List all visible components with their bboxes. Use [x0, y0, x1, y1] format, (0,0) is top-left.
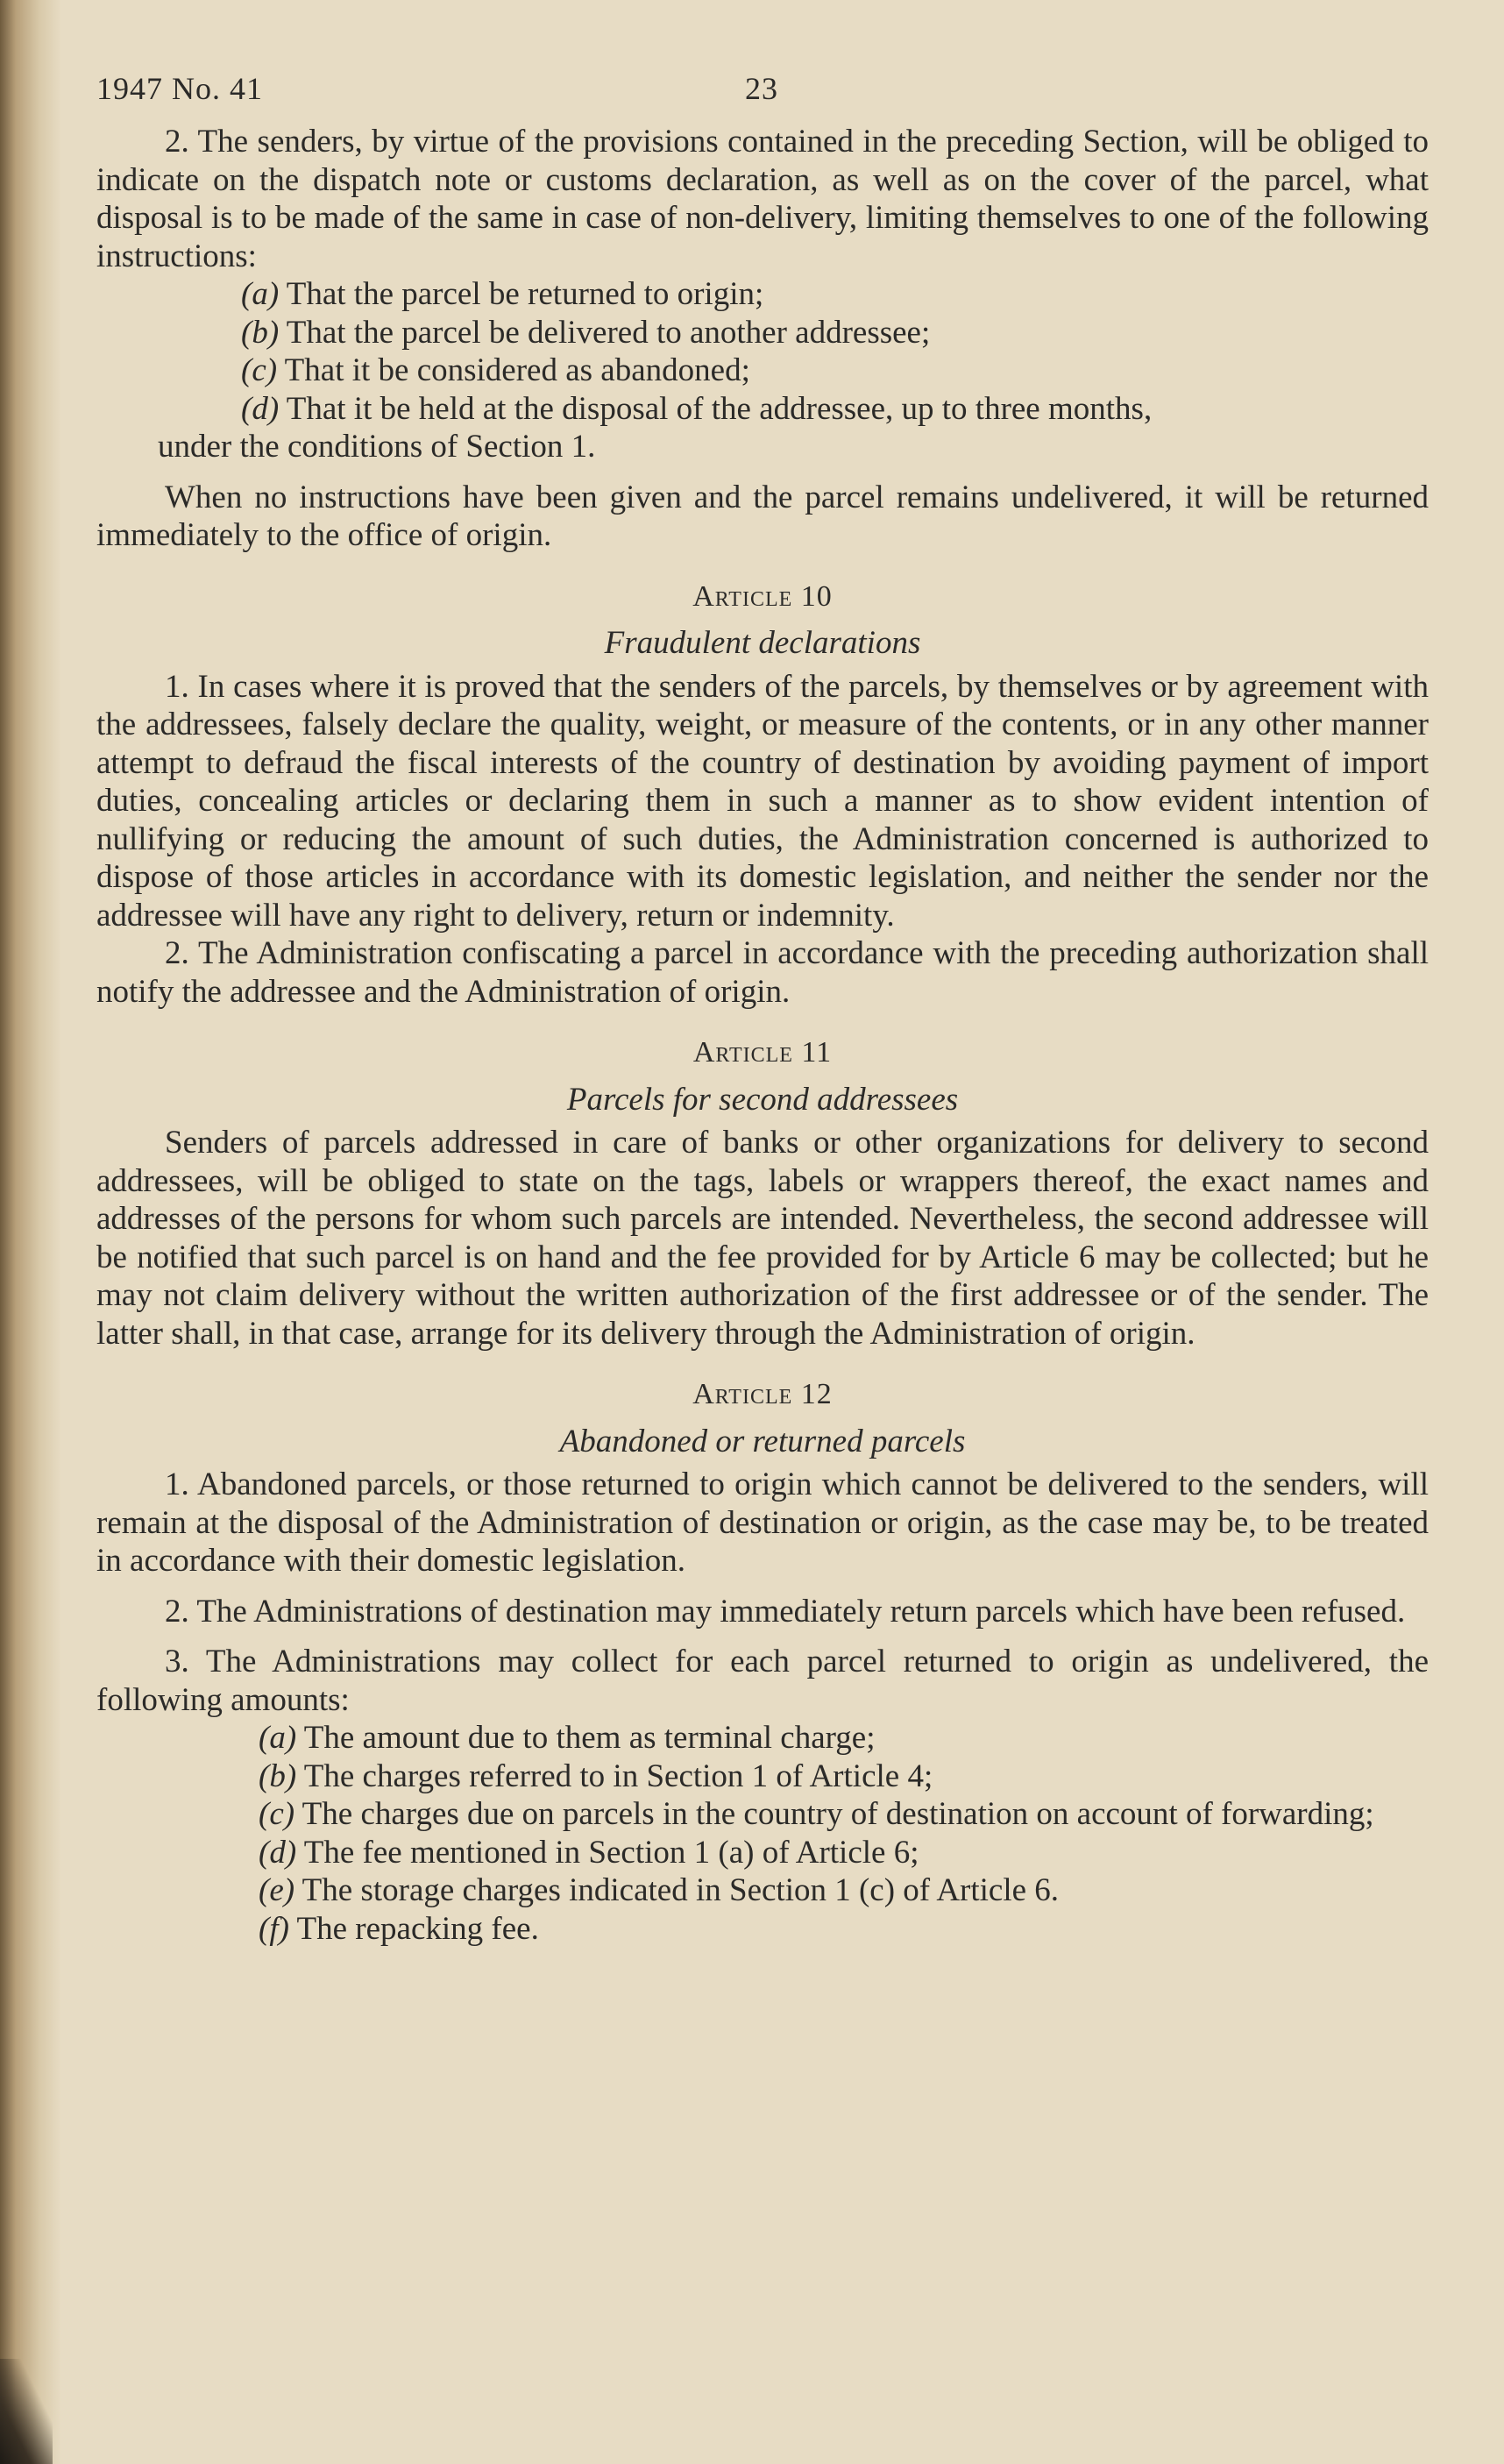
- list-item-text: The storage charges indicated in Section 1 (c) of Article 6.: [302, 1872, 1060, 1908]
- list-item-text: That the parcel be returned to origin;: [286, 276, 764, 312]
- list-item-label: (f): [259, 1910, 289, 1947]
- paragraph-section-2: 2. The senders, by virtue of the provisions contained in the preceding Section, will be obliged to indicate on the dispatch note or customs declaration, as well as on the cover of the parcel, what disposal is to be made of the same in case of non-delivery, limiting themselves to one of the following instructions:: [96, 124, 1429, 274]
- article-12-paragraph-2: 2. The Administrations of destination may immediately return parcels which have been refused.: [165, 1593, 1406, 1630]
- list-item-text: The amount due to them as terminal charge;: [303, 1720, 876, 1756]
- list-item-label: (b): [259, 1757, 297, 1794]
- list-item: [96, 314, 1429, 352]
- book-binding-edge: [0, 0, 61, 2464]
- list-item-text: That it be considered as abandoned;: [284, 352, 750, 388]
- list-item: [96, 1757, 1429, 1796]
- article-12-paragraph-3: 3. The Administrations may collect for each parcel returned to origin as undelivered, the following amounts:: [96, 1644, 1429, 1718]
- page-header: [96, 70, 1429, 123]
- list-item: [96, 1871, 1429, 1910]
- list-item-label: (a): [259, 1720, 297, 1756]
- list-item-label: (e): [259, 1872, 295, 1908]
- paragraph-no-instructions: When no instructions have been given and the parcel remains undelivered, it will be returned immediately to the office of origin.: [96, 479, 1429, 553]
- article-10-paragraph-1: 1. In cases where it is proved that the senders of the parcels, by themselves or by agreement with the addressees, falsely declare the quality, weight, or measure of the contents, or in any other manner attempt to defraud the fiscal interests of the country of destination by avoiding payment of import duties, concealing articles or declaring them in such a manner as to show evident intention of nullifying or reducing the amount of such duties, the Administration concerned is authorized to dispose of those articles in accordance with its domestic legislation, and neither the sender nor the addressee will have any right to delivery, return or indemnity.: [96, 668, 1429, 934]
- list-item: [96, 351, 1429, 390]
- list-item-text: That it be held at the disposal of the addressee, up to three months,: [286, 390, 1153, 427]
- list-item-text: The fee mentioned in Section 1 (a) of Article 6;: [303, 1834, 919, 1871]
- list-item: [96, 1795, 1429, 1834]
- article-10-paragraph-2: 2. The Administration confiscating a parcel in accordance with the preceding authorization shall notify the addressee and the Administration of origin.: [96, 935, 1429, 1010]
- list-item-label: (c): [259, 1796, 295, 1832]
- article-11-paragraph-1: Senders of parcels addressed in care of banks or other organizations for delivery to second addressees, will be obliged to state on the tags, labels or wrappers thereof, the exact names and addresses of the persons for whom such parcels are intended. Nevertheless, the second addressee will be notified that such parcel is on hand and the fee provided for by Article 6 may be collected; but he may not claim delivery without the written authorization of the first addressee or of the sender. The latter shall, in that case, arrange for its delivery through the Administration of origin.: [96, 1125, 1429, 1352]
- article-11-title: Parcels for second addressees: [566, 1081, 959, 1118]
- list-item-text: The charges referred to in Section 1 of Article 4;: [303, 1757, 933, 1794]
- list-item: [96, 1719, 1429, 1757]
- instruction-list: [96, 275, 1429, 466]
- article-10-heading: Article 10: [692, 579, 833, 613]
- list-item-label: (d): [259, 1834, 297, 1871]
- article-12-paragraph-1: 1. Abandoned parcels, or those returned to origin which cannot be delivered to the senders, will remain at the disposal of the Administration of destination or origin, as the case may be, to be treated in accordance with their domestic legislation.: [96, 1466, 1429, 1579]
- list-item-continuation: under the conditions of Section 1.: [158, 429, 596, 465]
- list-item: [96, 275, 1429, 314]
- binding-shadow: [0, 2359, 53, 2464]
- page-number: 23: [745, 71, 778, 106]
- article-12-heading: Article 12: [692, 1378, 833, 1410]
- page-body: [96, 123, 1429, 1948]
- list-item-text: The repacking fee.: [296, 1910, 539, 1947]
- list-item: [96, 1834, 1429, 1872]
- article-11-heading: Article 11: [692, 1036, 833, 1069]
- list-item: [96, 1910, 1429, 1949]
- list-item-label: (d): [241, 390, 280, 427]
- document-page: [96, 70, 1429, 1948]
- list-item-label: (b): [241, 314, 280, 351]
- amounts-list: [96, 1719, 1429, 1948]
- article-12-title: Abandoned or returned parcels: [559, 1423, 966, 1459]
- list-item: [96, 390, 1429, 429]
- volume-reference: 1947 No. 41: [96, 71, 263, 106]
- list-item-text: That the parcel be delivered to another addressee;: [286, 314, 931, 351]
- list-item-label: (a): [241, 276, 280, 312]
- list-item-label: (c): [241, 352, 278, 388]
- list-item-text: The charges due on parcels in the country of destination on account of forwarding;: [302, 1796, 1374, 1832]
- article-10-title: Fraudulent declarations: [604, 625, 921, 661]
